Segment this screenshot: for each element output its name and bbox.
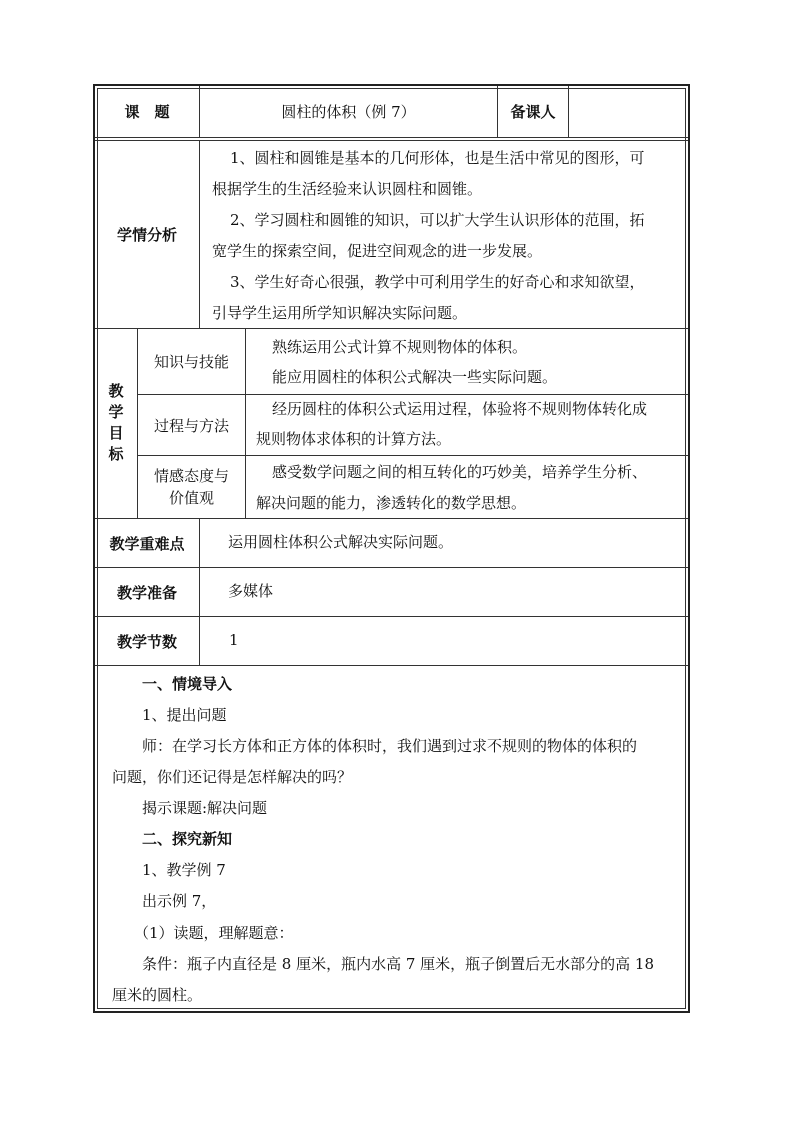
periods-label: 教学节数 bbox=[116, 632, 177, 651]
objectives-label bbox=[106, 381, 126, 465]
analysis-label: 学情分析 bbox=[116, 226, 177, 244]
analysis-line: 宽学生的探索空间，促进空间观念的进一步发展。 bbox=[212, 242, 543, 260]
analysis-line: 2、学习圆柱和圆锥的知识，可以扩大学生认识形体的范围，拓 bbox=[230, 211, 645, 229]
process-line: 规则物体求体积的计算方法。 bbox=[256, 430, 452, 448]
process-line: 经历圆柱的体积公式运用过程，体验将不规则物体转化成 bbox=[272, 400, 648, 418]
objectives-label-char: 教 bbox=[108, 382, 124, 400]
key-points-label: 教学重难点 bbox=[109, 534, 185, 553]
preparer-label: 备课人 bbox=[510, 103, 556, 121]
column-divider bbox=[199, 140, 200, 328]
process-text-line: 1、提出问题 bbox=[142, 706, 227, 724]
emotion-line: 感受数学问题之间的相互转化的巧妙美，培养学生分析、 bbox=[272, 463, 648, 481]
key-points-value: 运用圆柱体积公式解决实际问题。 bbox=[228, 533, 454, 551]
column-divider bbox=[199, 518, 200, 665]
column-divider bbox=[245, 328, 246, 518]
process-label: 过程与方法 bbox=[153, 416, 229, 435]
knowledge-line: 能应用圆柱的体积公式解决一些实际问题。 bbox=[272, 368, 558, 386]
process-text-line: 师：在学习长方体和正方体的体积时，我们遇到过求不规则的物体的体积的 bbox=[142, 737, 638, 755]
row-divider bbox=[95, 665, 688, 666]
process-text-line: 条件：瓶子内直径是 8 厘米，瓶内水高 7 厘米，瓶子倒置后无水部分的高 18 bbox=[142, 955, 655, 973]
topic-label: 课 题 bbox=[124, 103, 170, 121]
process-text-line: 1、教学例 7 bbox=[142, 861, 226, 879]
section-heading: 一、情境导入 bbox=[142, 675, 233, 693]
analysis-line: 引导学生运用所学知识解决实际问题。 bbox=[212, 304, 468, 322]
process-text-line: 问题，你们还记得是怎样解决的吗？ bbox=[112, 768, 353, 786]
analysis-line: 3、学生好奇心很强，教学中可利用学生的好奇心和求知欲望， bbox=[230, 273, 645, 291]
objectives-label-char: 学 bbox=[108, 403, 124, 421]
objectives-label-char: 目 bbox=[108, 424, 124, 442]
preparation-value: 多媒体 bbox=[228, 582, 274, 600]
knowledge-label: 知识与技能 bbox=[153, 353, 229, 371]
analysis-line: 1、圆柱和圆锥是基本的几何形体，也是生活中常见的图形，可 bbox=[230, 149, 645, 167]
row-divider bbox=[95, 137, 688, 138]
process-text-line: （1）读题，理解题意： bbox=[134, 924, 294, 942]
process-text-line: 揭示课题:解决问题 bbox=[142, 799, 268, 817]
preparation-label: 教学准备 bbox=[116, 583, 177, 602]
topic-value: 圆柱的体积（例 7） bbox=[281, 103, 416, 121]
process-text-line: 厘米的圆柱。 bbox=[112, 986, 203, 1004]
analysis-line: 根据学生的生活经验来认识圆柱和圆锥。 bbox=[212, 180, 483, 198]
objectives-label-char: 标 bbox=[108, 445, 124, 463]
process-text-line: 出示例 7， bbox=[142, 892, 217, 910]
section-heading: 二、探究新知 bbox=[142, 830, 233, 848]
emotion-label bbox=[138, 456, 245, 518]
preparer-value bbox=[569, 86, 688, 137]
emotion-line: 解决问题的能力，渗透转化的数学思想。 bbox=[256, 494, 527, 512]
knowledge-line: 熟练运用公式计算不规则物体的体积。 bbox=[272, 338, 528, 356]
emotion-label-line: 价值观 bbox=[168, 489, 214, 507]
periods-value: 1 bbox=[229, 631, 239, 649]
emotion-label-line: 情感态度与 bbox=[153, 467, 229, 485]
